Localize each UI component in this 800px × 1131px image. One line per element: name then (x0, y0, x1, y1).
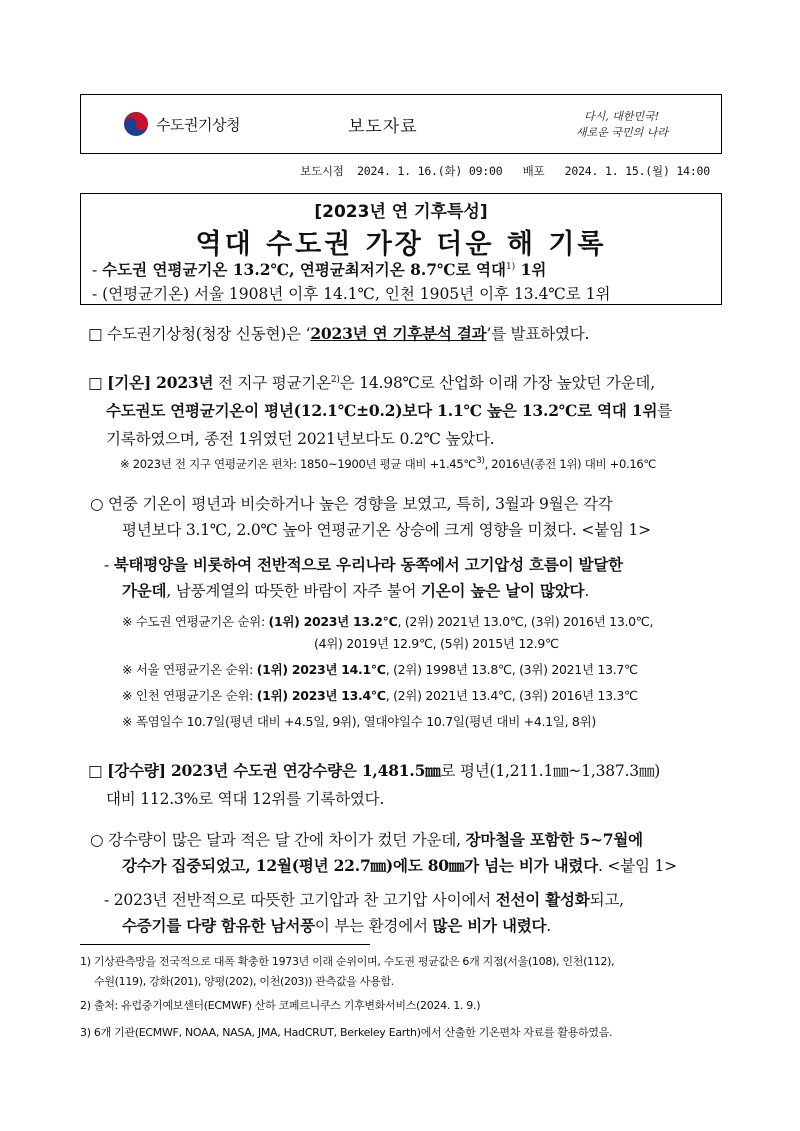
footnote-3: 3) 6개 기관(ECMWF, NOAA, NASA, JMA, HadCRUT, Berkeley Earth)에서 산출한 기온편차 자료를 활용하였음. (80, 1026, 613, 1039)
page-title: 역대 수도권 가장 더운 해 기록 (195, 229, 607, 260)
svg-text:다시, 대한민국!: 다시, 대한민국! (584, 110, 660, 123)
temp-note-global: ※ 2023년 전 지구 연평균기온 편차: 1850~1900년 평균 대비 +1.45℃$^{3)}$, 2016년(종전 1위) 대비 +0.16℃ (120, 456, 657, 471)
footnote-2: 2) 출처: 유럽중기예보센터(ECMWF) 산하 코페르니쿠스 기후변화서비스(2024. 1. 9.) (80, 999, 481, 1012)
rain-dash-line-2: 수증기를 다량 함유한 남서풍이 부는 환경에서 많은 비가 내렸다. (122, 916, 552, 935)
rain-circle-line-1: ○ 강수량이 많은 달과 적은 달 간에 차이가 컸던 가운데, 장마철을 포함한 5~7월에 (90, 830, 643, 849)
taegeuk-icon (122, 110, 150, 138)
temp-circle-line-1: ○ 연중 기온이 평년과 비슷하거나 높은 경향을 보였고, 특히, 3월과 9월은 각각 (90, 495, 613, 513)
temp-circle-line-2: 평년보다 3.1℃, 2.0℃ 높아 연평균기온 상승에 크게 영향을 미쳤다. <붙임 1> (122, 521, 651, 539)
summary-line-2: - (연평균기온) 서울 1908년 이후 14.1℃, 인천 1905년 이후 13.4℃로 1위 (92, 285, 611, 303)
rain-circle-line-2: 강수가 집중되었고, 12월(평년 22.7㎜)에도 80㎜가 넘는 비가 내렸다. <붙임 1> (122, 856, 677, 875)
svg-text:새로운 국민의 나라: 새로운 국민의 나라 (576, 126, 669, 139)
rain-dash-line-1: - 2023년 전반적으로 따뜻한 고기압과 찬 고기압 사이에서 전선이 활성화되고, (104, 890, 624, 909)
summary-line-1: - 수도권 연평균기온 13.2℃, 연평균최저기온 8.7℃로 역대$^{1)}$ 1위 (92, 260, 547, 279)
temp-dash-line-2: 가운데, 남풍계열의 따뜻한 바람이 자주 불어 기온이 높은 날이 많았다. (122, 581, 590, 600)
temp-heading-line: □ [기온] 2023년 전 지구 평균기온$^{2)}$은 14.98℃로 산업화 이래 가장 높았던 가운데, (88, 373, 655, 392)
title-subheading: [2023년 연 기후특성] (314, 202, 488, 222)
note-incheon-ranking: ※ 인천 연평균기온 순위: (1위) 2023년 13.4℃, (2위) 2021년 13.4℃, (3위) 2016년 13.3℃ (122, 688, 638, 703)
document-type: 보도자료 (348, 117, 418, 137)
slogan-signature (574, 106, 674, 142)
note-capital-ranking-cont: (4위) 2019년 12.9℃, (5위) 2015년 12.9℃ (314, 636, 559, 651)
temp-line-2: 수도권도 연평균기온이 평년(12.1℃±0.2)보다 1.1℃ 높은 13.2℃로 역대 1위를 (106, 401, 673, 420)
temp-dash-line-1: - 북태평양을 비롯하여 전반적으로 우리나라 동쪽에서 고기압성 흐름이 발달한 (104, 555, 623, 574)
footnote-divider (80, 944, 370, 945)
footnote-1: 1) 기상관측망을 전국적으로 대폭 확충한 1973년 이래 순위이며, 수도권 평균값은 6개 지점(서울(108), 인천(112), (80, 955, 615, 968)
footnote-1-cont: 수원(119), 강화(201), 양평(202), 이천(203)) 관측값을 사용함. (94, 975, 394, 988)
note-capital-ranking: ※ 수도권 연평균기온 순위: (1위) 2023년 13.2℃, (2위) 2021년 13.0℃, (3위) 2016년 13.0℃, (122, 614, 654, 629)
release-schedule: 보도시점 2024. 1. 16.(화) 09:00 배포 2024. 1. 15.(월) 14:00 (300, 164, 711, 178)
note-heatwave-days: ※ 폭염일수 10.7일(평년 대비 +4.5일, 9위), 열대야일수 10.7일(평년 대비 +4.1일, 8위) (122, 714, 596, 729)
agency-logo (122, 110, 240, 138)
rain-heading-line: □ [강수량] 2023년 수도권 연강수량은 1,481.5㎜로 평년(1,211.1㎜~1,387.3㎜) (88, 761, 661, 780)
note-seoul-ranking: ※ 서울 연평균기온 순위: (1위) 2023년 14.1℃, (2위) 1998년 13.8℃, (3위) 2021년 13.7℃ (122, 662, 638, 677)
agency-name: 수도권기상청 (156, 115, 240, 134)
rain-line-2: 대비 112.3%로 역대 12위를 기록하였다. (106, 790, 385, 808)
temp-line-3: 기록하였으며, 종전 1위였던 2021년보다도 0.2℃ 높았다. (106, 430, 495, 448)
intro-paragraph: □ 수도권기상청(청장 신동현)은 ‘2023년 연 기후분석 결과’를 발표하였다. (88, 324, 590, 343)
